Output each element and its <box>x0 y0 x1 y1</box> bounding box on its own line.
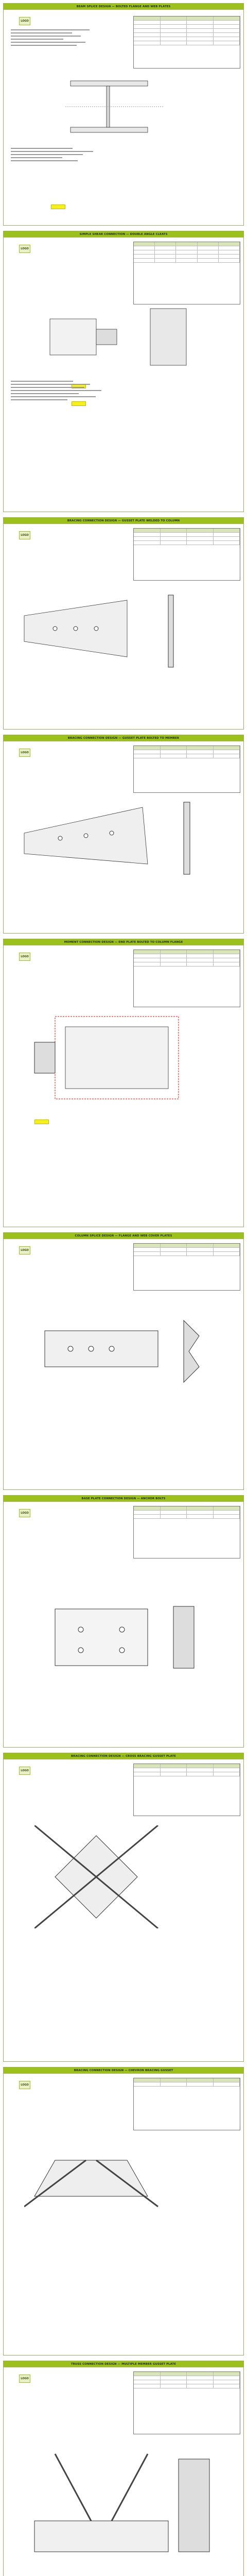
section-title: COLUMN SPLICE DESIGN — FLANGE AND WEB COVER PLATES <box>4 1233 243 1239</box>
properties-table <box>133 1764 240 1816</box>
calc-output-lines <box>11 381 124 402</box>
properties-table <box>133 2078 240 2130</box>
brand-logo: LOGO <box>19 1509 30 1517</box>
brand-logo: LOGO <box>19 749 30 757</box>
connection-sketch <box>34 1310 220 1393</box>
brand-logo: LOGO <box>19 1246 30 1255</box>
properties-table <box>133 2371 240 2434</box>
connection-sketch <box>45 1599 215 1676</box>
properties-table <box>133 242 240 304</box>
connection-sketch <box>24 2140 220 2217</box>
section-title: BRACING CONNECTION DESIGN — CROSS BRACING GUSSET PLATE <box>4 1753 243 1759</box>
section-title: MOMENT CONNECTION DESIGN — END PLATE BOLTED TO COLUMN FLANGE <box>4 939 243 945</box>
section-title: BASE PLATE CONNECTION DESIGN — ANCHOR BOLTS <box>4 1496 243 1502</box>
properties-table <box>133 16 240 69</box>
connection-sketch <box>24 1011 220 1104</box>
connection-sketch <box>40 303 204 370</box>
design-section <box>3 1753 244 2062</box>
section-title: BRACING CONNECTION DESIGN — CHEVRON BRACING GUSSET <box>4 2067 243 2074</box>
connection-sketch <box>34 1825 220 1928</box>
section-title: BRACING CONNECTION DESIGN — GUSSET PLATE BOLTED TO MEMBER <box>4 735 243 741</box>
brand-logo: LOGO <box>19 953 30 961</box>
brand-logo: LOGO <box>19 2375 30 2383</box>
properties-table <box>133 745 240 793</box>
design-section <box>3 939 244 1227</box>
design-section <box>3 517 244 730</box>
design-section <box>3 231 244 512</box>
design-section <box>3 2361 244 2576</box>
design-section <box>3 735 244 934</box>
design-section <box>3 1495 244 1748</box>
design-section <box>3 1232 244 1490</box>
connection-sketch <box>14 797 230 879</box>
section-title: TRUSS CONNECTION DESIGN — MULTIPLE MEMBER GUSSET PLATE <box>4 2361 243 2367</box>
brand-logo: LOGO <box>19 1767 30 1775</box>
section-title: BRACING CONNECTION DESIGN — GUSSET PLATE WELDED TO COLUMN <box>4 518 243 524</box>
highlight-cell <box>34 1120 49 1124</box>
properties-table <box>133 528 240 581</box>
section-title: SIMPLE SHEAR CONNECTION — DOUBLE ANGLE CLEATS <box>4 231 243 238</box>
brand-logo: LOGO <box>19 2081 30 2089</box>
brand-logo: LOGO <box>19 17 30 25</box>
highlight-cell <box>51 205 65 209</box>
properties-table <box>133 1506 240 1558</box>
properties-table <box>133 950 240 1007</box>
connection-sketch <box>65 76 163 138</box>
calc-input-lines <box>11 29 98 48</box>
section-title: BEAM SPLICE DESIGN — BOLTED FLANGE AND WEB PLATES <box>4 4 243 10</box>
design-section <box>3 3 244 226</box>
connection-sketch <box>24 2444 220 2576</box>
brand-logo: LOGO <box>19 245 30 253</box>
brand-logo: LOGO <box>19 531 30 539</box>
design-section <box>3 2067 244 2355</box>
connection-sketch <box>14 585 230 677</box>
properties-table <box>133 1243 240 1291</box>
calc-output-lines <box>11 148 114 163</box>
